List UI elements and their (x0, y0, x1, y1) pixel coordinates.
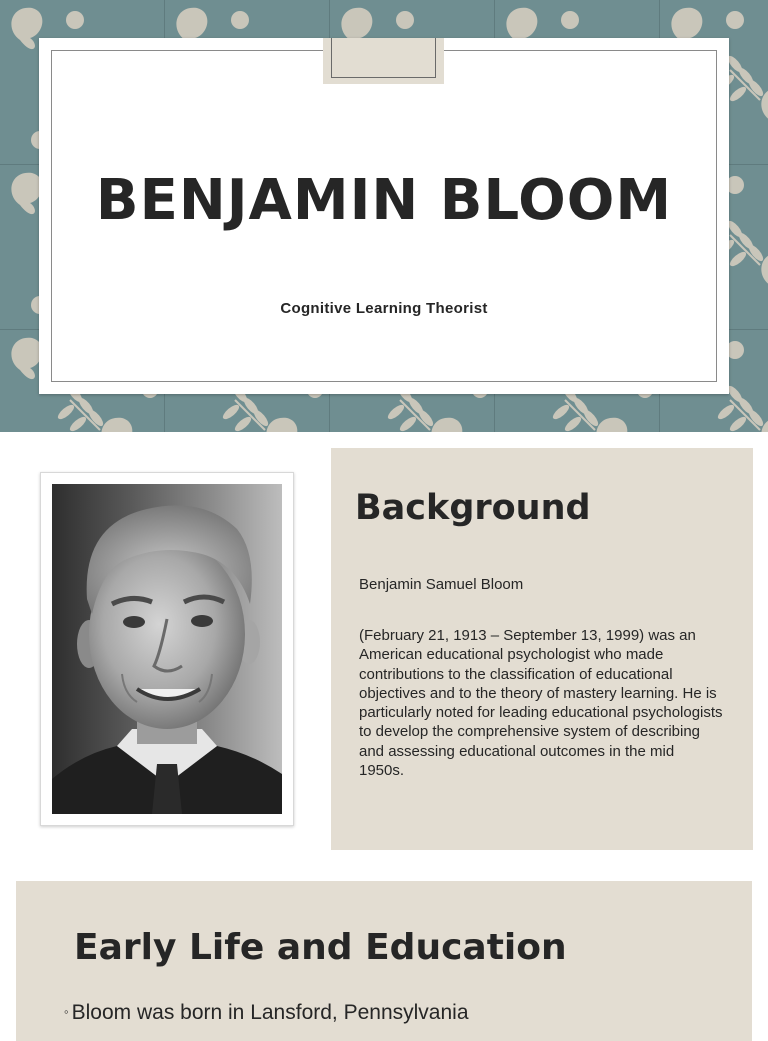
background-text-panel (331, 448, 753, 850)
early-life-heading: Early Life and Education (74, 927, 567, 968)
list-item (64, 1001, 469, 1025)
early-life-slide (0, 864, 768, 1024)
full-name: Benjamin Samuel Bloom (359, 576, 524, 593)
background-slide (0, 432, 768, 864)
background-heading: Background (355, 488, 591, 528)
title-slide (0, 0, 768, 432)
background-body-text: (February 21, 1913 – September 13, 1999) was an American educational psychologist who made contributions to the classification of educational objectives and to the theory of mastery learning. He is particularly noted for leading educational psychologists to develop the comprehensive system of describing and assessing educational outcomes in the mid 1950s. (359, 627, 723, 780)
portrait-frame (40, 472, 294, 826)
title-tab-inner (331, 38, 436, 78)
portrait-photo (52, 484, 282, 814)
list-item-text: Bloom was born in Lansford, Pennsylvania (71, 1001, 469, 1024)
early-life-panel (16, 881, 752, 1041)
presentation-subtitle: Cognitive Learning Theorist (280, 300, 488, 317)
presentation-title: BENJAMIN BLOOM (95, 168, 673, 233)
bullet-icon: ◦ (64, 1004, 69, 1019)
title-tab-decoration (323, 38, 444, 84)
